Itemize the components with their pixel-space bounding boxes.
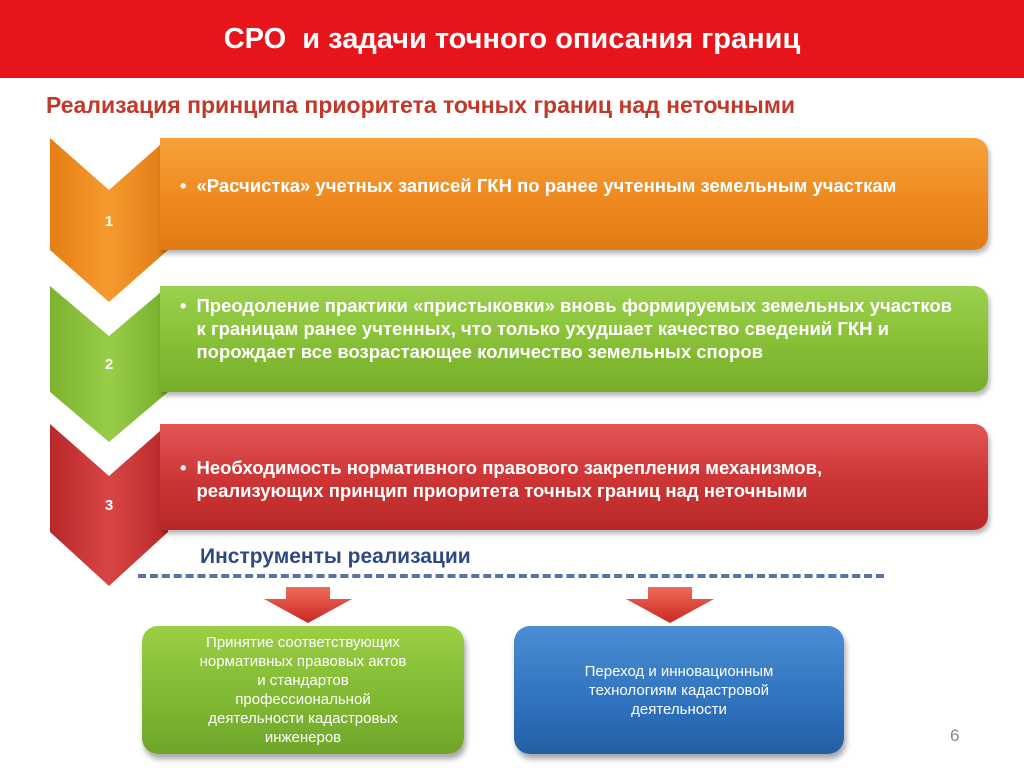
step-3-chevron (50, 424, 168, 586)
tool-box-legal-acts-text: Принятие соответствующих нормативных правовых актов и стандартов профессиональной деятельности кадастровых инженеров (199, 634, 407, 746)
slide-subtitle: Реализация принципа приоритета точных границ над неточными (46, 92, 795, 118)
bullet-icon: • (180, 295, 187, 316)
tool-box-technologies-text: Переход и инновационным технологиям кадастровой деятельности (584, 662, 774, 718)
step-2-number: 2 (104, 356, 114, 373)
down-arrow-icon (626, 587, 714, 628)
step-1-box (160, 138, 988, 250)
slide-title: СРО и задачи точного описания границ (223, 22, 801, 55)
step-1-text: «Расчистка» учетных записей ГКН по ранее учтенным земельным участкам (196, 175, 897, 196)
tool-box-legal-acts (142, 626, 464, 754)
step-1-number: 1 (104, 213, 114, 230)
step-2-chevron (50, 286, 168, 442)
bullet-icon: • (180, 175, 187, 196)
step-3-text: Необходимость нормативного правового закрепления механизмов, реализующих принцип приоритета точных границ над неточными (196, 457, 823, 501)
tool-box-technologies (514, 626, 844, 754)
page-number: 6 (950, 726, 960, 745)
slide-header (0, 0, 1024, 78)
step-2-box (160, 286, 988, 392)
tools-heading: Инструменты реализации (200, 545, 471, 568)
dashed-divider (138, 574, 884, 578)
step-3-number: 3 (104, 497, 114, 514)
step-2-text: Преодоление практики «пристыковки» вновь формируемых земельных участков к границам ранее учтенных, что только ухудшает качество сведений ГКН и порождает все возрастающее количество земельных споров (196, 295, 953, 362)
down-arrow-icon (264, 587, 352, 628)
step-3-box (160, 424, 988, 530)
bullet-icon: • (180, 457, 187, 478)
step-1-chevron (50, 138, 168, 302)
